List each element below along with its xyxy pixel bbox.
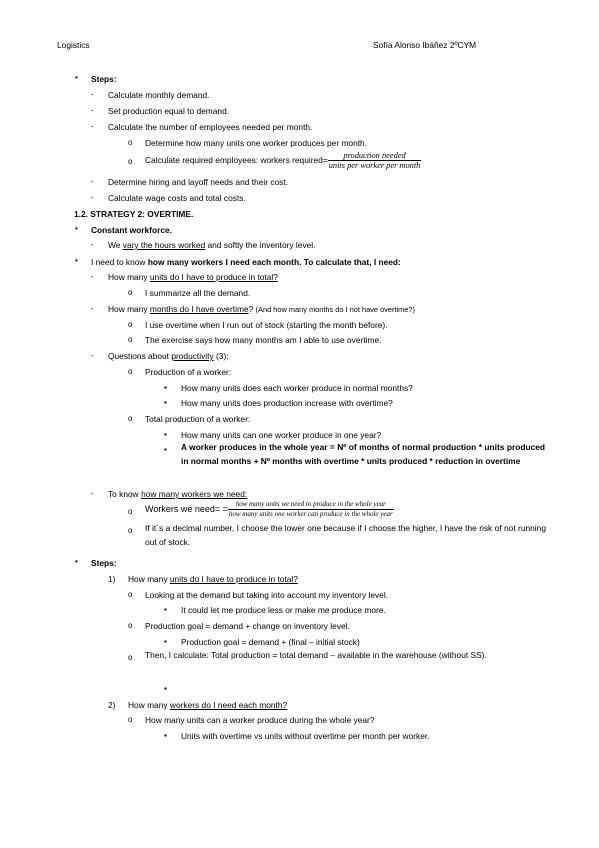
- circle-bullet: o: [128, 715, 133, 724]
- dash: -: [91, 240, 94, 249]
- list-item: Determine hiring and layoff needs and their cost.: [108, 177, 289, 187]
- list-item: How many units does production increase with overtime?: [181, 398, 393, 408]
- list-item: Calculate the number of employees needed per month.: [108, 122, 313, 132]
- list-item: Units with overtime vs units without overtime per month per worker.: [181, 731, 430, 741]
- list-item: Production of a worker:: [145, 367, 232, 377]
- list-item: How many units do I have to produce in total?: [128, 574, 298, 584]
- list-item: I need to know how many workers I need each month. To calculate that, I need:: [91, 257, 401, 267]
- dash: -: [91, 489, 94, 498]
- circle-bullet: o: [128, 288, 133, 297]
- list-item: Calculate monthly demand.: [108, 90, 210, 100]
- steps-heading: Steps:: [91, 74, 117, 84]
- dash: -: [91, 193, 94, 202]
- dash: -: [91, 304, 94, 313]
- formula-line: Workers we need= = $\frac{\text{how many units we need to produce in the whole year}}{\text{how many units one worker can produce in the whole year}}$: [145, 500, 393, 518]
- list-item: How many units do I have to produce in total?: [108, 272, 278, 282]
- square-bullet: ▪: [164, 731, 167, 740]
- circle-bullet: o: [128, 653, 133, 662]
- dash: -: [91, 272, 94, 281]
- square-bullet: ▪: [164, 383, 167, 392]
- dash: -: [91, 351, 94, 360]
- list-item: Production goal = demand + change on inventory level.: [145, 621, 350, 631]
- bullet: •: [75, 73, 78, 82]
- square-bullet: ▪: [164, 398, 167, 407]
- formula-fraction: $\frac{\text{how many units we need to produce in the whole year}}{\text{how many units one worker can produce in the whole year}}$: [228, 500, 393, 518]
- list-item: How many units does each worker produce in normal months?: [181, 383, 413, 393]
- list-item: How many units can a worker produce during the whole year?: [145, 715, 375, 725]
- list-item: To know how many workers we need:: [108, 489, 248, 499]
- header-left: Logistics: [57, 40, 90, 50]
- list-item: Questions about productivity (3):: [108, 351, 229, 361]
- formula-line: Calculate required employees: workers required= $\frac{\text{production needed}}{\text{units per worker per month}}$: [145, 151, 421, 170]
- dash: -: [91, 90, 94, 99]
- bullet: •: [75, 224, 78, 233]
- list-item: Set production equal to demand.: [108, 106, 230, 116]
- list-item: If it´s a decimal number, I choose the lower one because if I choose the higher, I have the risk of not running out of stock.: [145, 523, 546, 547]
- steps-heading: Steps:: [91, 558, 117, 568]
- circle-bullet: o: [128, 367, 133, 376]
- list-item: Total production of a worker:: [145, 414, 251, 424]
- list-number: 1): [108, 574, 116, 584]
- circle-bullet: o: [128, 507, 133, 516]
- circle-bullet: o: [128, 414, 133, 423]
- list-item: A worker produces in the whole year = Nº of months of normal production * units produced in normal months + Nº months with overtime * units produced * reduction in overtime: [181, 442, 545, 466]
- bullet: •: [75, 256, 78, 265]
- list-item: I summarize all the demand.: [145, 288, 251, 298]
- square-bullet: ▪: [164, 605, 167, 614]
- square-bullet: ▪: [164, 430, 167, 439]
- square-bullet: ▪: [164, 684, 167, 693]
- list-item: How many months do I have overtime? (And how many months do I not have overtime?): [108, 304, 415, 314]
- circle-bullet: o: [128, 590, 133, 599]
- dash: -: [91, 177, 94, 186]
- list-item: Production goal = demand + (final – initial stock): [181, 637, 360, 647]
- list-item: It could let me produce less or make me produce more.: [181, 605, 386, 615]
- list-item: How many units can one worker produce in one year?: [181, 430, 382, 440]
- section-heading: 1.2. STRATEGY 2: OVERTIME.: [74, 209, 194, 219]
- list-item: Looking at the demand but taking into account my inventory level.: [145, 590, 389, 600]
- circle-bullet: o: [128, 138, 133, 147]
- list-item: Determine how many units one worker produces per month.: [145, 138, 368, 148]
- circle-bullet: o: [128, 320, 133, 329]
- dash: -: [91, 106, 94, 115]
- list-item: Then, I calculate: Total production = total demand – available in the warehouse (without SS).: [145, 650, 487, 660]
- bullet: •: [75, 557, 78, 566]
- circle-bullet: o: [128, 335, 133, 344]
- circle-bullet: o: [128, 157, 133, 166]
- list-item: Constant workforce.: [91, 225, 172, 235]
- list-number: 2): [108, 700, 116, 710]
- list-item: We vary the hours worked and softly the inventory level.: [108, 240, 316, 250]
- formula-fraction: $\frac{\text{production needed}}{\text{units per worker per month}}$: [328, 151, 421, 170]
- circle-bullet: o: [128, 621, 133, 630]
- square-bullet: ▪: [164, 637, 167, 646]
- list-item: I use overtime when I run out of stock (starting the month before).: [145, 320, 388, 330]
- list-item: Calculate wage costs and total costs.: [108, 193, 246, 203]
- list-item: How many workers do I need each month?: [128, 700, 288, 710]
- circle-bullet: o: [128, 526, 133, 535]
- list-item: The exercise says how many months am I able to use overtime.: [145, 335, 382, 345]
- dash: -: [91, 122, 94, 131]
- square-bullet: ▪: [164, 445, 167, 454]
- header-right: Sofía Alonso Ibáñez 2ºCYM: [373, 40, 477, 50]
